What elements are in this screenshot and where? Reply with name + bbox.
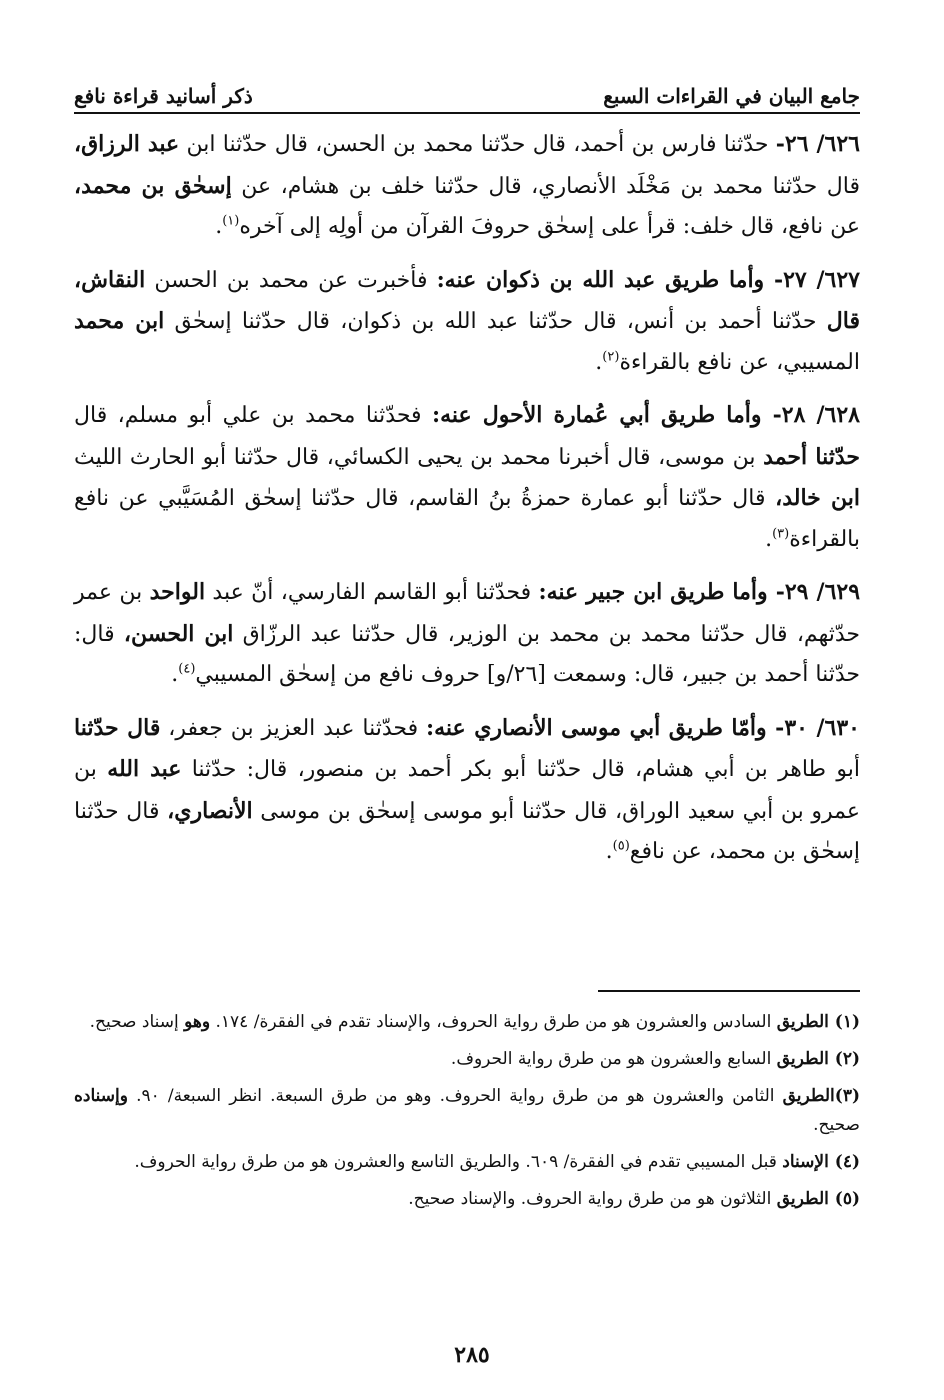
text-run: قال حدّثنا محمد بن مَخْلَد الأنصاري، قال حدّثنا خلف بن هشام، عن bbox=[231, 173, 860, 199]
footnote-ref[interactable]: (١) bbox=[222, 213, 240, 229]
footnote-number: (٥) bbox=[834, 1189, 860, 1209]
section-lead: وأمّا طريق أبي موسى الأنصاري عنه: bbox=[425, 714, 776, 741]
text-run: . bbox=[171, 662, 179, 687]
footnote-text: السابع والعشرون هو من طرق رواية الحروف. bbox=[450, 1049, 777, 1069]
narrator-name: عبد الله bbox=[107, 756, 182, 782]
footnote-ref[interactable]: (٢) bbox=[602, 349, 620, 365]
text-run: فحدّثنا أبو القاسم الفارسي، أنّ عبد bbox=[205, 580, 539, 605]
footnote-2 bbox=[74, 1045, 860, 1074]
footnotes bbox=[74, 1008, 860, 1222]
footnote-text: السادس والعشرون هو من طرق رواية الحروف، والإسناد تقدم في الفقرة/ ١٧٤. bbox=[210, 1012, 777, 1032]
footnote-lead: الطريق bbox=[776, 1012, 835, 1032]
footnote-text: إسناد صحيح. bbox=[89, 1012, 185, 1032]
footnote-5 bbox=[74, 1185, 860, 1214]
narrator-name: ابن الحسن، bbox=[123, 620, 234, 647]
footnote-lead: وإسناده bbox=[74, 1086, 128, 1106]
narrator-name: قال حدّثنا bbox=[74, 714, 161, 741]
footnote-divider bbox=[598, 990, 860, 992]
text-run: . bbox=[765, 526, 773, 552]
narrator-name: حدّثنا أحمد bbox=[763, 443, 861, 470]
paragraph-629 bbox=[74, 572, 860, 696]
text-run: حدّثنا فارس بن أحمد، قال حدّثنا محمد بن الحسن، قال حدّثنا ابن bbox=[179, 132, 776, 157]
narrator-name: الواحد bbox=[149, 579, 206, 605]
footnote-text: صحيح. bbox=[813, 1115, 860, 1135]
text-run: قال حدّثنا أبو عمارة حمزةُ بنُ القاسم، قال حدّثنا إسحٰق المُسَيَّبي عن نافع بالقراءة bbox=[74, 486, 860, 552]
text-run: . bbox=[215, 214, 223, 239]
footnote-ref[interactable]: (٣) bbox=[772, 526, 790, 542]
text-run: قال: حدّثنا أحمد بن جبير، قال: وسمعت [٢٦/و] حروف نافع من إسحٰق المسيبي bbox=[74, 621, 860, 687]
narrator-name: ابن خالد، bbox=[775, 485, 860, 511]
footnote-number: (٤) bbox=[834, 1152, 860, 1172]
text-run: قال حدّثنا إسحٰق بن محمد، عن نافع bbox=[74, 798, 860, 864]
narrator-name: عبد الرزاق، bbox=[74, 131, 180, 157]
text-run: بن عمرو بن أبي سعيد الوراق، قال حدّثنا أبو موسى إسحٰق بن موسى bbox=[74, 757, 860, 824]
text-run: فأخبرت عن محمد بن الحسن bbox=[145, 267, 437, 293]
text-run: أبو طاهر بن أبي هشام، قال حدّثنا أبو بكر أحمد بن منصور، قال: حدّثنا bbox=[181, 757, 860, 782]
book-title: جامع البيان في القراءات السبع bbox=[603, 84, 860, 108]
text-run: عن نافع، قال خلف: قرأ على إسحٰق حروفَ القرآن من أولِه إلى آخره bbox=[239, 214, 860, 239]
paragraph-number: ٦٢٧/ ٢٧- bbox=[773, 266, 860, 293]
paragraph-number: ٦٢٩/ ٢٩- bbox=[775, 579, 861, 605]
section-lead: وأما طريق عبد الله بن ذكوان عنه: bbox=[436, 266, 774, 293]
chapter-title: ذكر أسانيد قراءة نافع bbox=[74, 84, 253, 108]
paragraph-number: ٦٣٠/ ٣٠- bbox=[775, 714, 860, 741]
paragraph-630 bbox=[74, 708, 860, 873]
running-head bbox=[74, 68, 860, 108]
footnote-lead: الطريق bbox=[776, 1049, 835, 1069]
footnote-number: (٣) bbox=[834, 1086, 860, 1106]
narrator-name: الأنصاري، bbox=[167, 797, 253, 824]
header-divider bbox=[74, 112, 860, 114]
paragraph-627 bbox=[74, 260, 860, 384]
paragraph-number: ٦٢٦/ ٢٦- bbox=[775, 131, 860, 157]
page-number: ٢٨٥ bbox=[454, 1342, 490, 1368]
paragraph-number: ٦٢٨/ ٢٨- bbox=[772, 402, 860, 428]
footnote-ref[interactable]: (٤) bbox=[178, 661, 196, 677]
main-text bbox=[74, 124, 860, 885]
footnote-lead: الطريق bbox=[782, 1086, 835, 1106]
footnote-text: الثامن والعشرون هو من طرق رواية الحروف. وهو من طرق السبعة. انظر السبعة/ ٩٠. bbox=[127, 1086, 783, 1106]
text-run: المسيبي، عن نافع بالقراءة bbox=[619, 349, 860, 375]
text-run: بن موسى، قال أخبرنا محمد بن يحيى الكسائي، قال حدّثنا أبو الحارث الليث bbox=[74, 444, 764, 470]
footnote-text: قبل المسيبي تقدم في الفقرة/ ٦٠٩. والطريق التاسع والعشرون هو من طرق رواية الحروف. bbox=[134, 1152, 783, 1172]
narrator-name: إسحٰق بن محمد، bbox=[74, 172, 232, 199]
section-lead: وأما طريق أبي عُمارة الأحول عنه: bbox=[432, 402, 773, 428]
text-run: فحدّثنا عبد العزيز بن جعفر، bbox=[160, 715, 426, 741]
narrator-name: ابن محمد bbox=[74, 308, 165, 334]
footnote-lead: الإسناد bbox=[782, 1152, 835, 1172]
footnote-number: (١) bbox=[834, 1012, 860, 1032]
section-lead: وأما طريق ابن جبير عنه: bbox=[538, 579, 776, 605]
text-run: فحدّثنا محمد بن علي أبو مسلم، قال bbox=[74, 403, 432, 428]
text-run: . bbox=[595, 349, 603, 375]
narrator-name: النقاش، قال bbox=[74, 266, 860, 334]
footnote-ref[interactable]: (٥) bbox=[612, 838, 630, 854]
footnote-number: (٢) bbox=[834, 1049, 860, 1069]
footnote-3 bbox=[74, 1082, 860, 1140]
text-run: . bbox=[605, 839, 613, 864]
footnote-lead: الطريق bbox=[776, 1189, 835, 1209]
footnote-lead: وهو bbox=[184, 1012, 211, 1032]
footnote-4 bbox=[74, 1148, 860, 1177]
paragraph-626 bbox=[74, 124, 860, 248]
text-run: حدّثنا أحمد بن أنس، قال حدّثنا عبد الله بن ذكوان، قال حدّثنا إسحٰق bbox=[164, 309, 827, 334]
footnote-1 bbox=[74, 1008, 860, 1037]
text-run: بن عمر حدّثهم، قال حدّثنا محمد بن محمد بن الوزير، قال حدّثنا عبد الرزّاق bbox=[74, 580, 860, 647]
footnote-text: الثلاثون هو من طرق رواية الحروف. والإسناد صحيح. bbox=[408, 1189, 777, 1209]
paragraph-628 bbox=[74, 395, 860, 560]
